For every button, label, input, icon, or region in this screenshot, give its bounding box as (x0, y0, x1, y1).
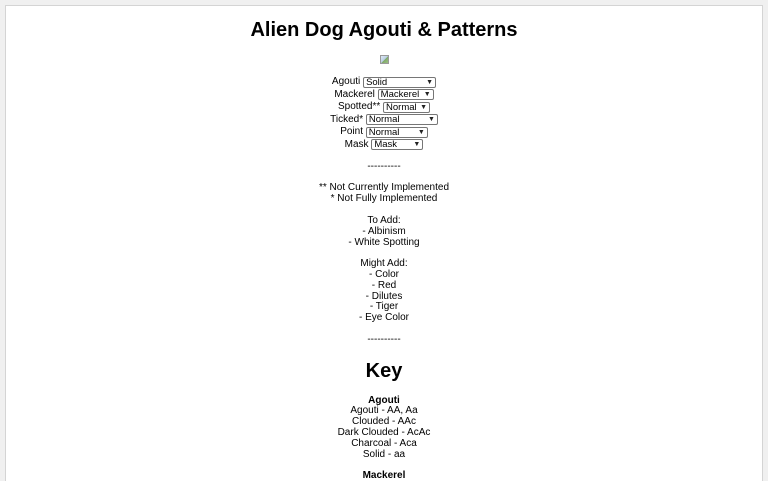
list-item: - Red (371, 279, 397, 291)
might-add-heading: Might Add: (360, 258, 408, 270)
ticked-select[interactable] (366, 114, 438, 125)
to-add-heading: To Add: (367, 214, 401, 226)
ticked-select-value: Normal (368, 114, 400, 126)
page-content (6, 6, 762, 481)
spotted-row (6, 101, 762, 114)
chevron-down-icon: ▼ (417, 128, 425, 136)
spotted-select[interactable] (383, 102, 430, 113)
mask-select-value: Mask (374, 139, 398, 151)
chevron-down-icon: ▼ (423, 91, 431, 99)
list-item: - Color (368, 268, 399, 280)
chevron-down-icon: ▼ (427, 116, 435, 124)
mackerel-select[interactable] (378, 89, 434, 100)
to-add-section (6, 216, 762, 248)
mackerel-row (6, 89, 762, 102)
list-item: - Eye Color (358, 312, 409, 324)
mask-select[interactable] (371, 139, 423, 150)
spotted-select-value: Normal (386, 101, 417, 113)
might-add-section (6, 259, 762, 324)
list-item: Clouded - AAc (352, 416, 416, 428)
chevron-down-icon: ▼ (426, 78, 434, 86)
page-title: Alien Dog Agouti & Patterns (250, 19, 518, 41)
list-item: - Tiger (369, 301, 399, 313)
broken-image-icon (380, 55, 389, 64)
divider: ---------- (367, 160, 401, 172)
mackerel-label: Mackerel (334, 88, 375, 100)
chevron-down-icon: ▼ (420, 103, 428, 111)
agouti-select-value: Solid (366, 76, 388, 88)
list-item: - Albinism (362, 225, 406, 237)
ticked-row (6, 114, 762, 127)
chevron-down-icon: ▼ (413, 141, 421, 149)
list-item: - White Spotting (348, 236, 420, 248)
list-item: - Dilutes (365, 290, 403, 302)
key-heading: Key (365, 359, 403, 382)
point-row (6, 126, 762, 139)
note-not-implemented: ** Not Currently Implemented (318, 182, 450, 194)
list-item: Charcoal - Aca (351, 437, 417, 449)
notes-section (6, 183, 762, 205)
point-select[interactable] (366, 127, 428, 138)
note-not-fully-implemented: * Not Fully Implemented (330, 193, 438, 205)
mask-row (6, 139, 762, 152)
point-label: Point (340, 126, 363, 138)
key-agouti-heading: Agouti (368, 394, 400, 406)
page-frame (5, 5, 763, 481)
mackerel-select-value: Mackerel (380, 89, 420, 101)
list-item: Dark Clouded - AcAc (337, 426, 431, 438)
point-select-value: Normal (368, 126, 400, 138)
list-item: Agouti - AA, Aa (350, 405, 418, 417)
image-container (6, 55, 762, 67)
key-agouti-section (6, 396, 762, 461)
list-item: Solid - aa (362, 448, 406, 460)
agouti-label: Agouti (331, 76, 361, 87)
spotted-label: Spotted** (337, 101, 381, 113)
ticked-label: Ticked* (330, 113, 364, 125)
agouti-select[interactable] (363, 77, 436, 88)
mask-label: Mask (344, 138, 369, 150)
key-mackerel-heading: Mackerel (362, 470, 406, 481)
divider: ---------- (367, 333, 401, 345)
agouti-row (6, 76, 762, 89)
controls-panel (6, 76, 762, 152)
